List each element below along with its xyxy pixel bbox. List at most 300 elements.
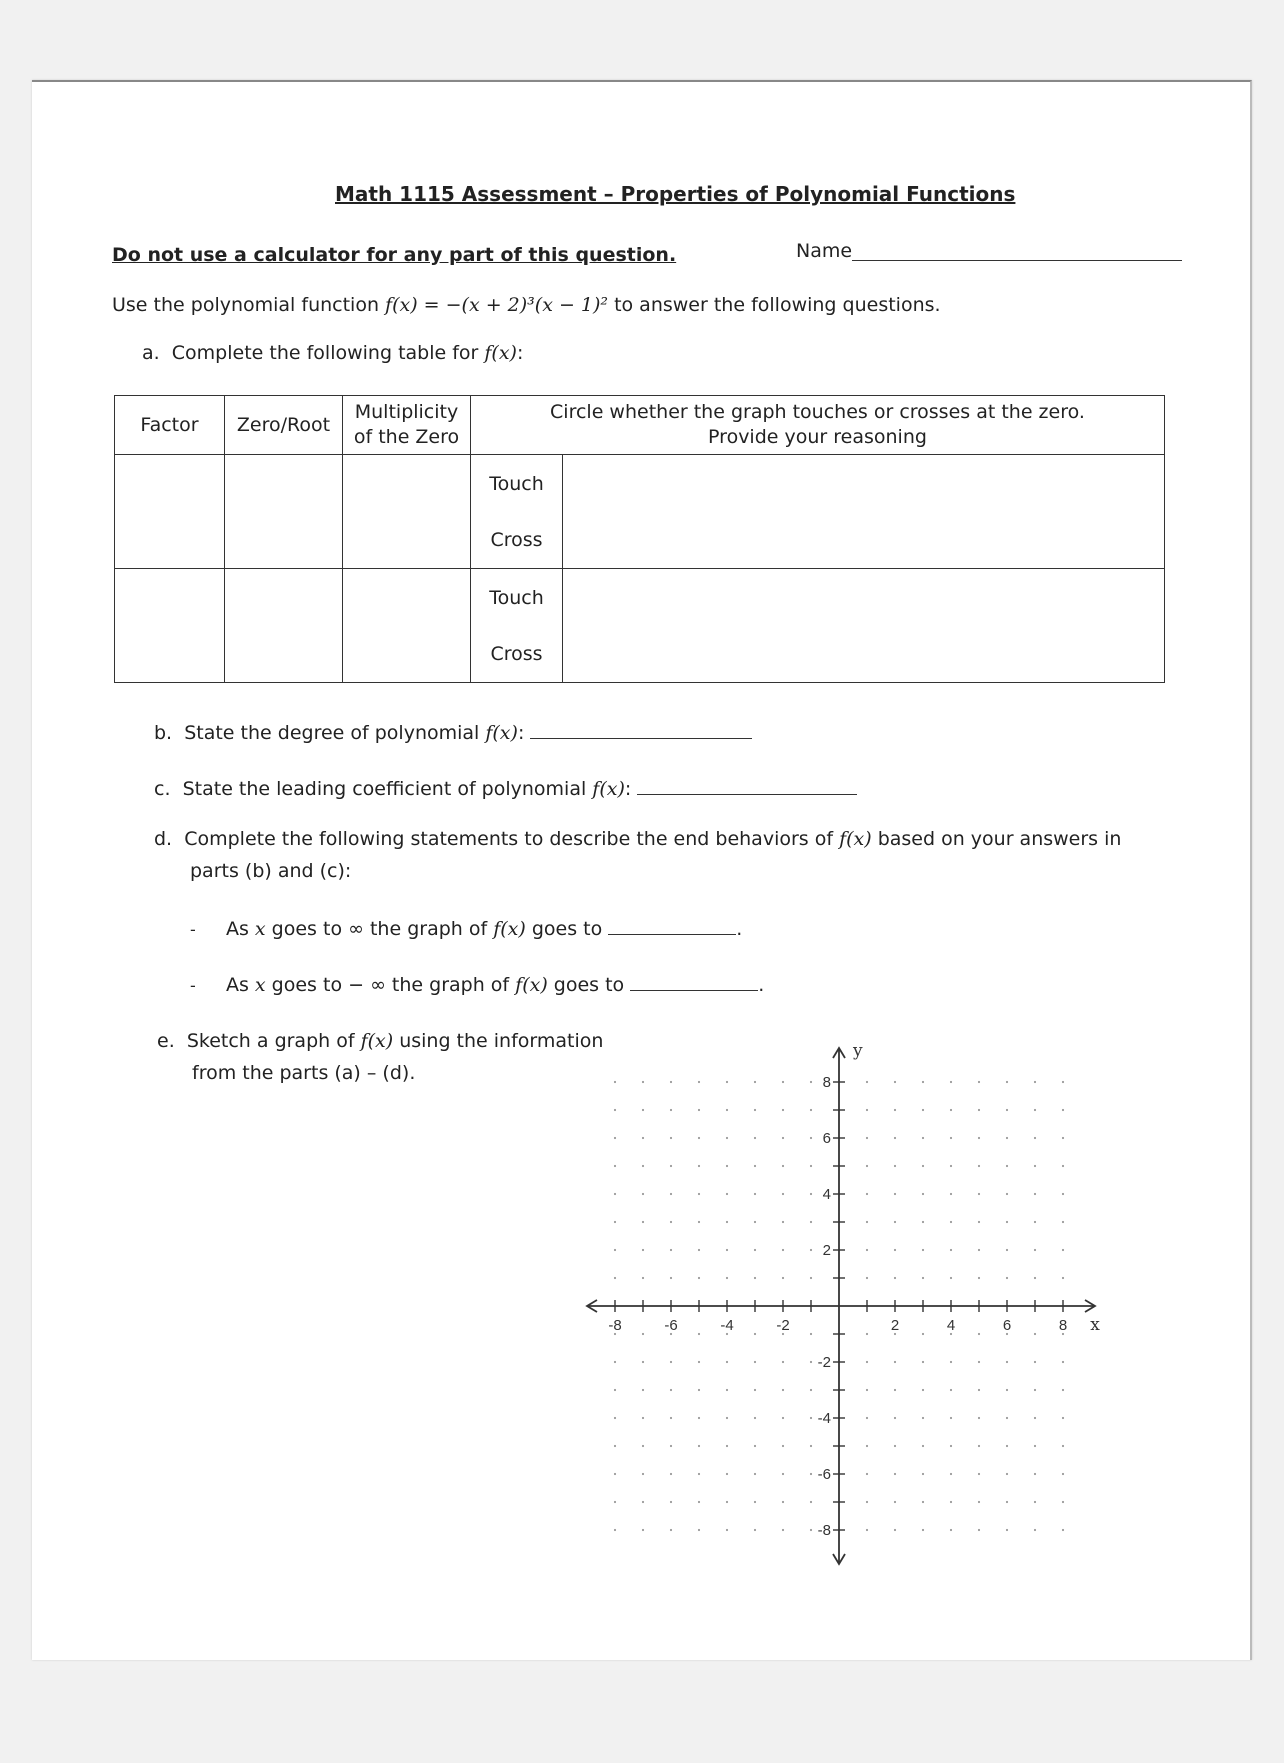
header-multiplicity-line1: Multiplicity	[354, 401, 459, 424]
grid-dot	[1006, 1473, 1008, 1475]
grid-dot	[642, 1473, 644, 1475]
x-tick-label: -8	[608, 1317, 622, 1334]
grid-dot	[1034, 1081, 1036, 1083]
cross-option-1[interactable]: Cross	[490, 528, 543, 551]
grid-dot	[922, 1081, 924, 1083]
grid-dot	[782, 1389, 784, 1391]
grid-dot	[614, 1193, 616, 1195]
grid-dot	[922, 1389, 924, 1391]
grid-dot	[810, 1389, 812, 1391]
touch-cross-cell-2	[471, 569, 563, 683]
grid-dot	[1034, 1361, 1036, 1363]
grid-dot	[950, 1389, 952, 1391]
grid-dot	[782, 1473, 784, 1475]
grid-dot	[950, 1109, 952, 1111]
grid-dot	[614, 1389, 616, 1391]
part-a-colon: :	[516, 342, 524, 364]
part-d-text-1: Complete the following statements to describe the end behaviors of	[184, 828, 840, 850]
grid-dot	[866, 1473, 868, 1475]
grid-dot	[978, 1109, 980, 1111]
y-tick-label: -2	[817, 1354, 831, 1371]
grid-dot	[950, 1165, 952, 1167]
degree-answer-line[interactable]	[530, 720, 752, 739]
grid-dot	[642, 1501, 644, 1503]
grid-dot	[894, 1473, 896, 1475]
grid-dot	[642, 1193, 644, 1195]
grid-dot	[642, 1417, 644, 1419]
grid-dot	[978, 1193, 980, 1195]
grid-dot	[978, 1361, 980, 1363]
grid-dot	[1062, 1473, 1064, 1475]
grid-dot	[866, 1165, 868, 1167]
grid-dot	[950, 1361, 952, 1363]
grid-dot	[726, 1473, 728, 1475]
header-circle-line1: Circle whether the graph touches or crosses at the zero.	[550, 401, 1085, 424]
grid-dot	[698, 1445, 700, 1447]
grid-dot	[1006, 1389, 1008, 1391]
part-d-prompt	[154, 828, 1121, 850]
leading-coefficient-answer-line[interactable]	[637, 776, 857, 795]
grid-dot	[726, 1445, 728, 1447]
grid-dot	[1006, 1221, 1008, 1223]
grid-dot	[782, 1445, 784, 1447]
part-d-fx: f(x)	[839, 828, 872, 850]
grid-dot	[642, 1361, 644, 1363]
grid-dot	[726, 1109, 728, 1111]
grid-dot	[1034, 1473, 1036, 1475]
grid-dot	[726, 1221, 728, 1223]
grid-dot	[866, 1109, 868, 1111]
grid-dot	[614, 1417, 616, 1419]
grid-dot	[670, 1081, 672, 1083]
grid-dot	[922, 1445, 924, 1447]
grid-dot	[1034, 1333, 1036, 1335]
grid-dot	[810, 1109, 812, 1111]
grid-dot	[726, 1389, 728, 1391]
grid-dot	[1034, 1277, 1036, 1279]
grid-dot	[754, 1081, 756, 1083]
table-header-row	[115, 396, 1165, 455]
grid-dot	[950, 1445, 952, 1447]
statement-1-period: .	[736, 918, 743, 940]
grid-dot	[1062, 1109, 1064, 1111]
grid-dot	[1006, 1081, 1008, 1083]
header-factor: Factor	[115, 396, 225, 455]
grid-dot	[810, 1361, 812, 1363]
polynomial-function: f(x) = −(x + 2)³(x − 1)²	[385, 294, 609, 316]
grid-dot	[698, 1529, 700, 1531]
part-c-colon: :	[624, 778, 632, 800]
grid-dot	[698, 1081, 700, 1083]
grid-dot	[670, 1165, 672, 1167]
grid-dot	[894, 1445, 896, 1447]
part-a-prompt	[142, 342, 523, 364]
positive-end-answer-line[interactable]	[608, 916, 736, 935]
statement-2-x: x	[254, 974, 266, 996]
grid-dot	[1034, 1501, 1036, 1503]
grid-dot	[1006, 1417, 1008, 1419]
grid-dot	[922, 1501, 924, 1503]
intro-text	[112, 294, 941, 316]
grid-dot	[670, 1501, 672, 1503]
grid-dot	[1062, 1529, 1064, 1531]
grid-dot	[1034, 1221, 1036, 1223]
grid-dot	[810, 1333, 812, 1335]
grid-dot	[754, 1137, 756, 1139]
grid-dot	[726, 1417, 728, 1419]
coordinate-grid[interactable]	[608, 1041, 1192, 1582]
grid-dot	[698, 1333, 700, 1335]
part-b-colon: :	[517, 722, 525, 744]
touch-option-1[interactable]: Touch	[489, 472, 544, 495]
header-multiplicity-line2: of the Zero	[353, 426, 460, 448]
grid-dot	[978, 1529, 980, 1531]
grid-dot	[698, 1109, 700, 1111]
grid-dot	[1062, 1277, 1064, 1279]
part-a-fx: f(x)	[484, 342, 517, 364]
grid-dot	[698, 1277, 700, 1279]
grid-dot	[1062, 1137, 1064, 1139]
grid-dot	[670, 1529, 672, 1531]
grid-dot	[1006, 1529, 1008, 1531]
grid-dot	[810, 1193, 812, 1195]
part-e-text-1: Sketch a graph of	[186, 1030, 361, 1052]
x-axis-label: x	[1090, 1315, 1100, 1335]
grid-dot	[1034, 1529, 1036, 1531]
x-tick-label: -2	[776, 1317, 790, 1334]
grid-dot	[894, 1137, 896, 1139]
grid-dot	[614, 1109, 616, 1111]
grid-dot	[1006, 1361, 1008, 1363]
grid-dot	[810, 1501, 812, 1503]
end-behavior-positive	[190, 916, 742, 940]
part-e-prompt	[157, 1030, 603, 1052]
grid-dot	[1006, 1445, 1008, 1447]
statement-2-as: As	[225, 974, 255, 996]
grid-dot	[922, 1109, 924, 1111]
grid-dot	[810, 1529, 812, 1531]
worksheet-page	[32, 80, 1252, 1660]
grid-dot	[614, 1529, 616, 1531]
grid-dot	[894, 1109, 896, 1111]
grid-dot	[698, 1501, 700, 1503]
grid-dot	[1062, 1193, 1064, 1195]
part-e-continuation: from the parts (a) – (d).	[192, 1062, 416, 1084]
grid-dot	[866, 1081, 868, 1083]
grid-dot	[614, 1221, 616, 1223]
grid-dot	[950, 1473, 952, 1475]
cross-option-2[interactable]: Cross	[490, 642, 543, 665]
grid-dot	[894, 1529, 896, 1531]
grid-dot	[782, 1165, 784, 1167]
statement-1-x: x	[254, 918, 266, 940]
part-c-text: State the leading coefficient of polynomial	[182, 778, 593, 800]
reasoning-cell-1[interactable]	[563, 455, 1165, 569]
grid-dot	[866, 1389, 868, 1391]
y-tick-label: 8	[822, 1074, 831, 1091]
grid-dot	[922, 1361, 924, 1363]
grid-dot	[978, 1501, 980, 1503]
grid-dot	[978, 1389, 980, 1391]
part-b-prompt	[154, 720, 752, 744]
grid-dot	[866, 1361, 868, 1363]
grid-dot	[866, 1249, 868, 1251]
grid-dot	[978, 1081, 980, 1083]
grid-dot	[866, 1417, 868, 1419]
grid-dot	[866, 1501, 868, 1503]
grid-dot	[950, 1081, 952, 1083]
touch-option-2[interactable]: Touch	[489, 586, 544, 609]
grid-dot	[810, 1473, 812, 1475]
part-c-prompt	[154, 776, 857, 800]
grid-dot	[642, 1081, 644, 1083]
grid-dot	[1062, 1221, 1064, 1223]
grid-dot	[726, 1361, 728, 1363]
grid-dot	[978, 1333, 980, 1335]
grid-dot	[1034, 1417, 1036, 1419]
grid-dot	[670, 1193, 672, 1195]
grid-dot	[754, 1249, 756, 1251]
grid-dot	[726, 1529, 728, 1531]
grid-dot	[642, 1333, 644, 1335]
grid-dot	[922, 1221, 924, 1223]
grid-dot	[1034, 1165, 1036, 1167]
grid-dot	[698, 1417, 700, 1419]
factor-cell-1[interactable]	[115, 455, 225, 569]
grid-dot	[894, 1389, 896, 1391]
grid-dot	[922, 1529, 924, 1531]
grid-dot	[1062, 1081, 1064, 1083]
properties-table	[114, 395, 1165, 683]
grid-dot	[782, 1221, 784, 1223]
grid-dot	[670, 1277, 672, 1279]
grid-dot	[754, 1193, 756, 1195]
grid-dot	[754, 1333, 756, 1335]
grid-dot	[1006, 1137, 1008, 1139]
grid-dot	[894, 1081, 896, 1083]
grid-dot	[642, 1445, 644, 1447]
grid-dot	[1034, 1249, 1036, 1251]
grid-dot	[642, 1529, 644, 1531]
statement-1-goes-to: goes to	[525, 918, 609, 940]
reasoning-cell-2[interactable]	[563, 569, 1165, 683]
grid-dot	[754, 1277, 756, 1279]
intro-prefix: Use the polynomial function	[112, 294, 386, 316]
grid-dot	[1006, 1501, 1008, 1503]
grid-dot	[894, 1249, 896, 1251]
grid-dot	[866, 1193, 868, 1195]
grid-dot	[670, 1249, 672, 1251]
grid-dot	[782, 1501, 784, 1503]
grid-dot	[894, 1277, 896, 1279]
part-e-label: e.	[157, 1030, 175, 1052]
grid-dot	[670, 1473, 672, 1475]
grid-dot	[950, 1193, 952, 1195]
grid-dot	[1034, 1389, 1036, 1391]
grid-dot	[866, 1333, 868, 1335]
header-zero-root: Zero/Root	[225, 396, 343, 455]
grid-dot	[922, 1277, 924, 1279]
grid-dot	[642, 1389, 644, 1391]
grid-dot	[1006, 1277, 1008, 1279]
grid-dot	[754, 1417, 756, 1419]
grid-dot	[754, 1473, 756, 1475]
grid-dot	[1034, 1445, 1036, 1447]
grid-dot	[950, 1137, 952, 1139]
grid-dot	[866, 1445, 868, 1447]
grid-dot	[1006, 1193, 1008, 1195]
grid-dot	[1062, 1361, 1064, 1363]
header-circle-line2: Provide your reasoning	[708, 426, 927, 448]
grid-dot	[782, 1361, 784, 1363]
statement-1-as: As	[225, 918, 255, 940]
grid-dot	[754, 1361, 756, 1363]
statement-2-fx: f(x)	[515, 974, 548, 996]
table-row	[115, 455, 1165, 569]
grid-dot	[698, 1137, 700, 1139]
grid-dot	[978, 1445, 980, 1447]
grid-dot	[1062, 1389, 1064, 1391]
grid-dot	[1034, 1137, 1036, 1139]
multiplicity-cell-2[interactable]	[343, 569, 471, 683]
grid-dot	[726, 1249, 728, 1251]
grid-dot	[782, 1529, 784, 1531]
part-b-fx: f(x)	[485, 722, 518, 744]
grid-dot	[698, 1249, 700, 1251]
zero-cell-1[interactable]	[225, 455, 343, 569]
y-tick-label: -4	[817, 1410, 831, 1427]
grid-dot	[866, 1221, 868, 1223]
grid-dot	[754, 1389, 756, 1391]
grid-dot	[614, 1473, 616, 1475]
grid-dot	[978, 1277, 980, 1279]
grid-dot	[978, 1137, 980, 1139]
grid-dot	[726, 1193, 728, 1195]
grid-dot	[782, 1417, 784, 1419]
x-tick-label: 8	[1058, 1317, 1068, 1334]
grid-dot	[950, 1277, 952, 1279]
grid-dot	[1062, 1165, 1064, 1167]
calculator-warning: Do not use a calculator for any part of this question.	[112, 244, 677, 266]
grid-dot	[810, 1221, 812, 1223]
grid-dot	[698, 1193, 700, 1195]
grid-dot	[782, 1137, 784, 1139]
grid-dot	[950, 1501, 952, 1503]
x-tick-label: 6	[1002, 1317, 1012, 1334]
part-d-text-2: based on your answers in	[871, 828, 1122, 850]
grid-dot	[922, 1417, 924, 1419]
grid-dot	[670, 1445, 672, 1447]
grid-dot	[866, 1529, 868, 1531]
grid-dot	[698, 1165, 700, 1167]
part-a-text: Complete the following table for	[171, 342, 485, 364]
grid-dot	[810, 1445, 812, 1447]
x-tick-label: -6	[664, 1317, 678, 1334]
y-tick-label: -6	[817, 1466, 831, 1483]
zero-cell-2[interactable]	[225, 569, 343, 683]
part-d-label: d.	[154, 828, 173, 850]
grid-dot	[642, 1109, 644, 1111]
grid-dot	[1034, 1193, 1036, 1195]
grid-dot	[922, 1333, 924, 1335]
part-a-label: a.	[142, 342, 160, 364]
grid-dot	[726, 1137, 728, 1139]
grid-dot	[810, 1249, 812, 1251]
grid-dot	[810, 1137, 812, 1139]
part-b-label: b.	[154, 722, 173, 744]
grid-dot	[754, 1445, 756, 1447]
grid-dot	[978, 1221, 980, 1223]
grid-dot	[978, 1417, 980, 1419]
grid-dot	[1062, 1417, 1064, 1419]
grid-dot	[782, 1277, 784, 1279]
grid-dot	[642, 1221, 644, 1223]
y-tick-label: -8	[817, 1522, 831, 1539]
grid-dot	[1034, 1109, 1036, 1111]
part-e-text-2: using the information	[393, 1030, 604, 1052]
statement-2-goes-to: goes to	[547, 974, 631, 996]
grid-dot	[950, 1529, 952, 1531]
grid-dot	[950, 1249, 952, 1251]
grid-dot	[894, 1221, 896, 1223]
grid-dot	[670, 1361, 672, 1363]
factor-cell-2[interactable]	[115, 569, 225, 683]
negative-end-answer-line[interactable]	[630, 972, 758, 991]
grid-dot	[698, 1473, 700, 1475]
grid-dot	[726, 1165, 728, 1167]
y-tick-label: 6	[822, 1130, 831, 1147]
grid-dot	[782, 1109, 784, 1111]
grid-dot	[810, 1277, 812, 1279]
grid-dot	[950, 1221, 952, 1223]
y-tick-label: 4	[822, 1186, 831, 1203]
grid-dot	[1062, 1445, 1064, 1447]
end-behavior-negative	[190, 972, 764, 996]
grid-dot	[1062, 1249, 1064, 1251]
grid-dot	[754, 1501, 756, 1503]
grid-dot	[670, 1389, 672, 1391]
multiplicity-cell-1[interactable]	[343, 455, 471, 569]
grid-dot	[614, 1137, 616, 1139]
grid-dot	[726, 1277, 728, 1279]
grid-dot	[726, 1501, 728, 1503]
grid-dot	[922, 1473, 924, 1475]
grid-dot	[754, 1221, 756, 1223]
header-multiplicity	[343, 396, 471, 455]
grid-dot	[978, 1249, 980, 1251]
grid-dot	[670, 1137, 672, 1139]
grid-dot	[810, 1165, 812, 1167]
grid-dot	[614, 1445, 616, 1447]
grid-dot	[950, 1417, 952, 1419]
grid-dot	[782, 1249, 784, 1251]
grid-dot	[614, 1277, 616, 1279]
grid-dot	[754, 1165, 756, 1167]
grid-dot	[1062, 1501, 1064, 1503]
grid-dot	[922, 1137, 924, 1139]
intro-suffix: to answer the following questions.	[608, 294, 941, 316]
statement-2-middle: goes to − ∞ the graph of	[265, 974, 516, 996]
grid-dot	[894, 1193, 896, 1195]
grid-dot	[642, 1277, 644, 1279]
grid-dot	[754, 1529, 756, 1531]
name-field[interactable]	[852, 260, 1182, 261]
grid-dot	[642, 1137, 644, 1139]
grid-dot	[754, 1109, 756, 1111]
grid-dot	[866, 1277, 868, 1279]
touch-cross-cell-1	[471, 455, 563, 569]
grid-dot	[894, 1165, 896, 1167]
